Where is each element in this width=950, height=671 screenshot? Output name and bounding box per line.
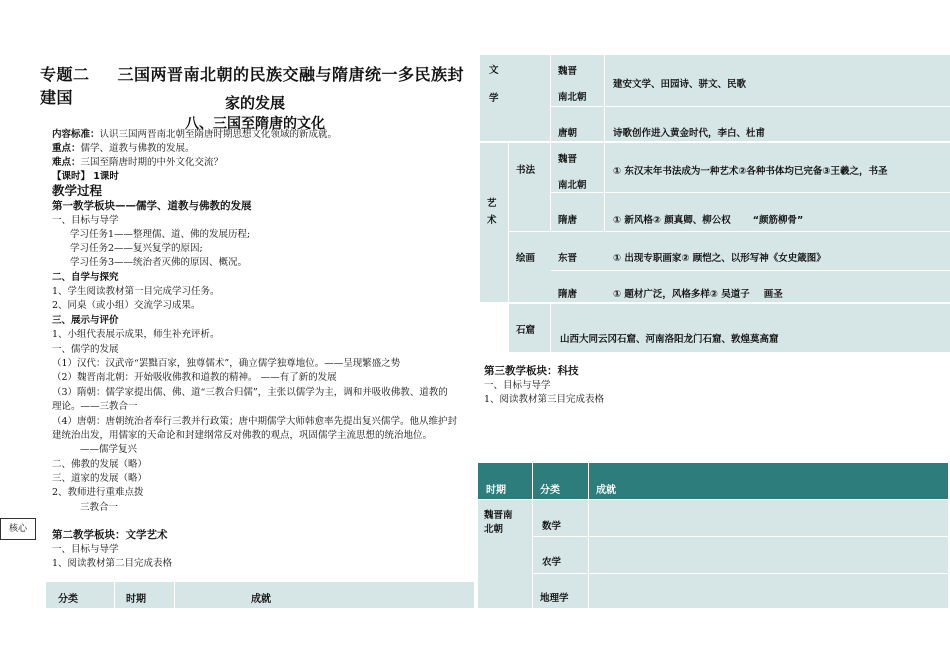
calligraphy-label: 书法 <box>516 165 536 176</box>
text-line: 2、同桌（或小组）交流学习成果。 <box>52 300 201 311</box>
period-nbc: 南北朝 <box>558 180 587 191</box>
literature-label-1: 文 <box>489 65 499 76</box>
divider <box>532 500 533 608</box>
period-suitang: 隋唐 <box>558 215 578 226</box>
text-line: （1）汉代：汉武帝“罢黜百家，独尊儒术”，确立儒学独尊地位。——呈现繁盛之势 <box>52 358 401 369</box>
science-row-math: 数学 <box>542 521 562 532</box>
text-line: 建统治出发，用儒家的天命论和封建纲常反对佛教的观点，巩固儒学主流思想的统治地位。 <box>52 430 433 441</box>
text-line: 1、小组代表展示成果，师生补充评析。 <box>52 329 220 340</box>
topic-number: 专题二 <box>40 65 90 84</box>
col-category: 分类 <box>58 594 78 605</box>
divider <box>551 192 950 193</box>
text-line: （3）隋朝：儒学家提出儒、佛、道“三教合归儒”，主张以儒学为主，调和并吸收佛教、道教的 <box>52 387 448 398</box>
text-line: （4）唐朝：唐朝统治者奉行三教并行政策；唐中期儒学大师韩愈率先提出复兴儒学。他从维护封 <box>52 416 458 427</box>
col-achievement: 成就 <box>251 594 271 605</box>
section2-table-header <box>46 582 474 608</box>
divider <box>114 582 115 608</box>
period-wj: 魏晋 <box>558 154 578 165</box>
lesson-title: 八、三国至隋唐的文化 <box>185 116 325 132</box>
text-line: 1、阅读教材第三目完成表格 <box>484 394 605 405</box>
text-line: 三、道家的发展（略） <box>52 473 148 484</box>
key-point: 重点：儒学、道教与佛教的发展。 <box>52 143 195 154</box>
divider <box>588 500 589 608</box>
text-line: 一、儒学的发展 <box>52 344 119 355</box>
col-achievement: 成就 <box>596 485 616 496</box>
text-line: （2）魏晋南北朝：开始吸收佛教和道教的精神。 ——有了新的发展 <box>52 372 337 383</box>
text-line: 一、目标与导学 <box>484 380 551 391</box>
science-period-2: 北朝 <box>484 524 504 535</box>
lit-tang-text: 诗歌创作进入黄金时代，李白、杜甫 <box>613 128 766 139</box>
section1-title: 第一教学板块——儒学、道教与佛教的发展 <box>52 200 252 212</box>
calligraphy-wjnb-text: ① 东汉末年书法成为一种艺术②各种书体均已完备③王羲之，书圣 <box>613 166 888 177</box>
text-line: 二、佛教的发展（略） <box>52 459 148 470</box>
text-line: 一、目标与导学 <box>52 215 119 226</box>
teaching-process-heading: 教学过程 <box>52 183 103 198</box>
text-line: 二、自学与探究 <box>52 272 119 283</box>
divider <box>588 463 589 499</box>
text-line: 1、阅读教材第二目完成表格 <box>52 558 173 569</box>
literature-label-2: 学 <box>489 93 499 104</box>
core-label-box: 核心 <box>0 518 36 540</box>
text-line: 学习任务2——复兴复学的原因; <box>70 243 203 254</box>
painting-suitang-text: ① 题材广泛，风格多样② 吴道子 画圣 <box>613 289 783 300</box>
section3-title: 第三教学板块：科技 <box>484 365 579 377</box>
period-dongjin: 东晋 <box>558 253 578 264</box>
class-hours: 【课时】 1课时 <box>52 171 119 182</box>
text-line: 学习任务3——统治者灭佛的原因、概况。 <box>70 257 248 268</box>
section2-title: 第二教学板块：文学艺术 <box>52 529 168 541</box>
text-line: 三、展示与评价 <box>52 315 119 326</box>
period-suitang: 隋唐 <box>558 289 578 300</box>
grotto-text: 山西大同云冈石窟、河南洛阳龙门石窟、敦煌莫高窟 <box>560 334 779 345</box>
divider <box>174 582 175 608</box>
period-wj: 魏晋 <box>558 66 578 77</box>
divider <box>532 463 533 499</box>
art-label-1: 艺 <box>487 198 497 209</box>
col-category: 分类 <box>540 485 560 496</box>
calligraphy-suitang-text: ① 新风格② 颜真卿、柳公权 “颜筋柳骨” <box>613 215 804 226</box>
content-standard: 内容标准：认识三国两晋南北朝至隋唐时期思想文化领域的新成就。 <box>52 129 338 140</box>
science-period-1: 魏晋南 <box>484 510 513 521</box>
text-line: 2、教师进行重难点拨 <box>52 487 144 498</box>
grotto-label: 石窟 <box>516 325 536 336</box>
divider <box>550 106 950 107</box>
divider <box>533 573 950 574</box>
difficult-point: 难点：三国至隋唐时期的中外文化交流？ <box>52 157 224 168</box>
lit-wjnb-text: 建安文学、田园诗、骈文、民歌 <box>613 79 747 90</box>
painting-dj-text: ① 出现专职画家② 顾恺之、以形写神《女史箴图》 <box>613 253 826 264</box>
text-line: ——儒学复兴 <box>80 444 138 455</box>
text-line: 1、学生阅读教材第一目完成学习任务。 <box>52 286 220 297</box>
divider <box>551 270 950 271</box>
col-period: 时期 <box>126 594 146 605</box>
text-line: 三教合一 <box>80 502 119 513</box>
text-line: 一、目标与导学 <box>52 544 119 555</box>
page-title-line2: 家的发展 <box>224 94 285 112</box>
divider <box>550 55 551 141</box>
topic-title: 三国两晋南北朝的民族交融与隋唐统一多民族封建国 <box>40 65 465 107</box>
painting-label: 绘画 <box>516 253 536 264</box>
text-line: 学习任务1——整理儒、道、佛的发展历程; <box>70 229 251 240</box>
art-label-2: 术 <box>487 215 497 226</box>
text-line: 理论。——三教合一 <box>52 401 138 412</box>
divider <box>604 55 605 141</box>
col-period: 时期 <box>486 485 506 496</box>
science-row-geo: 地理学 <box>540 593 569 604</box>
science-row-agri: 农学 <box>542 557 562 568</box>
period-tang: 唐朝 <box>558 128 578 139</box>
divider <box>550 304 551 352</box>
science-table-header <box>478 463 948 499</box>
period-nbc: 南北朝 <box>558 92 587 103</box>
divider <box>533 536 950 537</box>
